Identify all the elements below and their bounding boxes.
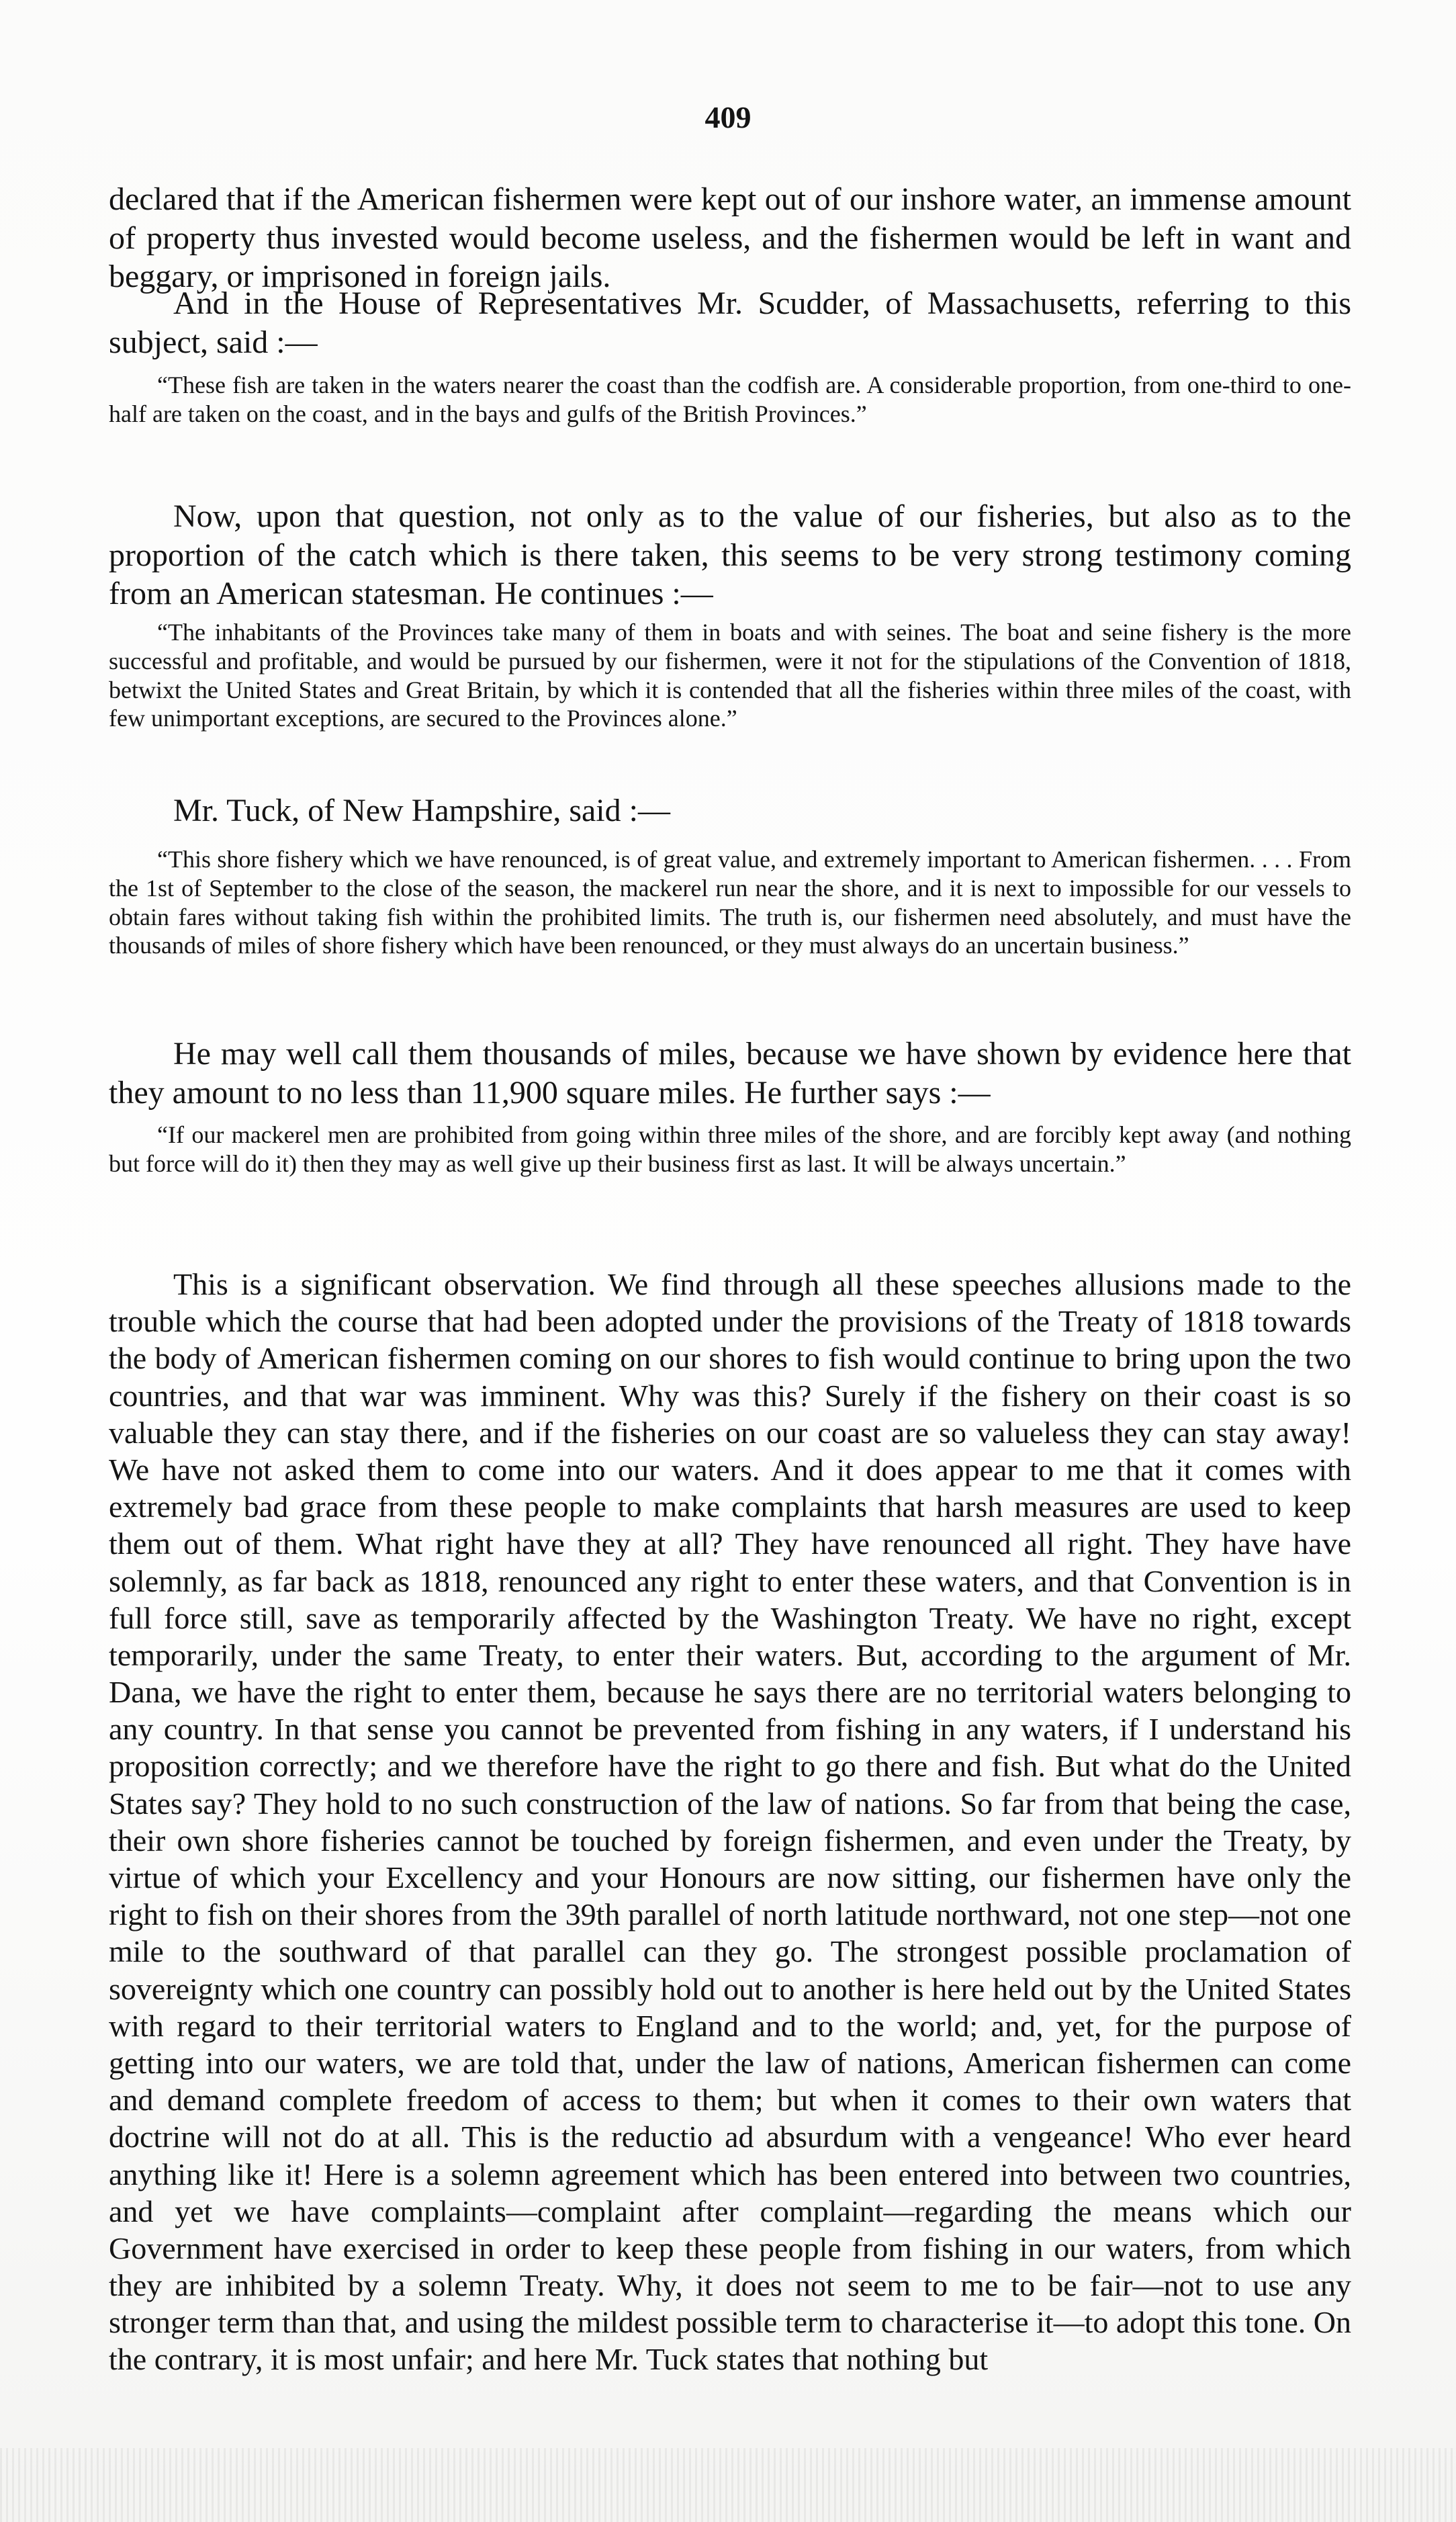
quote-tuck-2: “If our mackerel men are prohibited from going within three miles of the shore, and are forcibly kept away (and nothing but force will do it) then they may as well give up their business first as last. It will be always uncertain.”	[109, 1121, 1351, 1177]
quote-tuck-1: “This shore fishery which we have renounced, is of great value, and extremely important to American fishermen. . . . From the 1st of September to the close of the season, the mackerel run near the shore, and it is next to impossible for our vessels to obtain fares without taking fish within the prohibited limits. The truth is, our fishermen need absolutely, and must have the thousands of miles of shore fishery which have been renounced, or they must always do an uncertain business.”	[109, 846, 1351, 959]
paragraph-2: And in the House of Representatives Mr. Scudder, of Massachusetts, referring to this subject, said :—	[109, 286, 1351, 360]
quote-scudder-2: “The inhabitants of the Provinces take many of them in boats and with seines. The boat and seine fishery is the more successful and profitable, and would be pursued by our fishermen, were it not for the stipulations of the Convention of 1818, betwixt the United States and Great Britain, by which it is contended that all the fisheries within three miles of the coast, with few unimportant exceptions, are secured to the Provinces alone.”	[109, 619, 1351, 732]
paragraph-5: He may well call them thousands of miles, because we have shown by evidence here that they amount to no less than 11,900 square miles. He further says :—	[109, 1036, 1351, 1111]
page-number: 409	[704, 100, 752, 134]
quote-scudder-1: “These fish are taken in the waters nearer the coast than the codfish are. A considerable proportion, from one-third to one-half are taken on the coast, and in the bays and gulfs of the British Provinces.”	[109, 372, 1351, 427]
page-edge-shading	[0, 2448, 1456, 2522]
paragraph-4: Mr. Tuck, of New Hampshire, said :—	[173, 793, 670, 828]
paragraph-6: This is a significant observation. We find through all these speeches allusions made to the trouble which the course that had been adopted under the provisions of the Treaty of 1818 towards the body of American fishermen coming on our shores to fish would continue to bring upon the two countries, and that war was imminent. Why was this? Surely if the fishery on their coast is so valuable they can stay there, and if the fisheries on our coast are so valueless they can stay away! We have not asked them to come into our waters. And it does appear to me that it comes with extremely bad grace from these people to make complaints that harsh measures are used to keep them out of them. What right have they at all? They have renounced all right. They have have solemnly, as far back as 1818, renounced any right to enter these waters, and that Convention is in full force still, save as temporarily affected by the Washington Treaty. We have no right, except temporarily, under the same Treaty, to enter their waters. But, according to the argument of Mr. Dana, we have the right to enter them, because he says there are no territorial waters belonging to any country. In that sense you cannot be prevented from fishing in any waters, if I understand his proposition correctly; and we therefore have the right to go there and fish. But what do the United States say? They hold to no such construction of the law of nations. So far from that being the case, their own shore fisheries cannot be touched by foreign fishermen, and even under the Treaty, by virtue of which your Excellency and your Honours are now sitting, our fishermen have only the right to fish on their shores from the 39th parallel of north latitude northward, not one step—not one mile to the southward of that parallel can they go. The strongest possible proclamation of sovereignty which one country can possibly hold out to another is here held out by the United States with regard to their territorial waters to England and to the world; and, yet, for the purpose of getting into our waters, we are told that, under the law of nations, American fishermen can come and demand complete freedom of access to them; but when it comes to their own waters that doctrine will not do at all. This is the reductio ad absurdum with a vengeance! Who ever heard anything like it! Here is a solemn agreement which has been entered into between two countries, and yet we have complaints—complaint after complaint—regarding the means which our Government have exercised in order to keep these people from fishing in our waters, from which they are inhibited by a solemn Treaty. Why, it does not seem to me to be fair—not to use any stronger term than that, and using the mildest possible term to characterise it—to adopt this tone. On the contrary, it is most unfair; and here Mr. Tuck states that nothing but	[109, 1267, 1351, 2377]
paragraph-3: Now, upon that question, not only as to the value of our fisheries, but also as to the proportion of the catch which is there taken, this seems to be very strong testimony coming from an American statesman. He continues :—	[109, 498, 1351, 612]
paragraph-1: declared that if the American fishermen were kept out of our inshore water, an immense amount of property thus invested would become useless, and the fishermen would be left in want and beggary, or imprisoned in foreign jails.	[109, 181, 1351, 295]
